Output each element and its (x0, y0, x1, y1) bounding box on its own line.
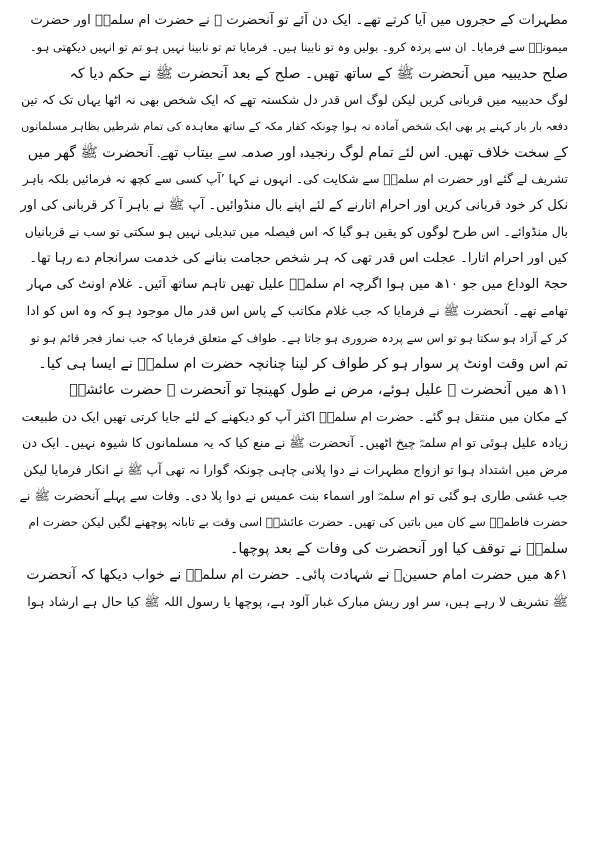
paragraph-first-line: ۱۱ھ میں آنحضرت ﷺ علیل ہوئے، مرض نے طول کھینچا تو آنحضرت ﷺ حضرت عائشہؓ (69, 382, 568, 399)
text-line: سلمہؓ نے توقف کیا اور آنحضرت کی وفات کے بعد پوچھا۔ (230, 540, 568, 557)
text-line: کے سخت خلاف تھیں۔ اس لئے تمام لوگ رنجیدہ اور صدمہ سے بیتاب تھے۔ آنحضرت ﷺ گھر میں (27, 144, 568, 161)
text-line: مرض میں اشتداد ہوا تو ازواج مطہرات نے دوا پلانی چاہی چونکہ گوارا نہ تھی آپ ﷺ نے انکار فرمایا لیکن (23, 461, 568, 477)
text-line: ﷺ تشریف لا رہے ہیں، سر اور ریش مبارک غبار آلود ہے، پوچھا یا رسول اللہ ﷺ کیا حال ہے ارشاد ہوا (27, 593, 568, 609)
text-line: جب غشی طاری ہو گئی تو ام سلمہؓ اور اسماء بنت عمیس نے دوا پلا دی۔ وفات سے پہلے آنحضرت ﷺ نے (20, 488, 568, 504)
paragraph-first-line: حجۃ الوداع میں جو ۱۰ھ میں ہوا اگرچہ ام سلمہؓ علیل تھیں تاہم ساتھ آئیں۔ غلام اونٹ کی مہار (26, 276, 568, 292)
text-line: کیں اور احرام اتارا۔ عجلت اس قدر تھی کہ ہر شخص حجامت بنانے کی خدمت سرانجام دے رہا تھا۔ (29, 250, 568, 266)
text-line: تھامے تھے۔ آنحضرت ﷺ نے فرمایا کہ جب غلام مکاتب کے پاس اس قدر مال موجود ہو کہ وہ اس کو ادا (26, 303, 568, 319)
text-line: میمونہؓ سے فرمایا۔ ان سے پردہ کرو۔ بولیں وہ تو نابینا ہیں۔ فرمایا تم تو نابینا نہیں ہو تم تو انہیں دیکھتی ہو۔ (29, 40, 568, 55)
text-line: تشریف لے گئے اور حضرت ام سلمہؓ سے شکایت کی۔ انہوں نے کہا ’آپ کسی سے کچھ نہ فرمائیں بلکہ باہر (22, 172, 568, 187)
paragraph-first-line: ۶۱ھ میں حضرت امام حسینؓ نے شہادت پائی۔ حضرت ام سلمہؓ نے خواب دیکھا کہ آنحضرت (26, 567, 568, 584)
text-line: لوگ حدیبیہ میں قربانی کریں لیکن لوگ اس قدر دل شکستہ تھے کہ ایک شخص بھی نہ اٹھا یہاں تک کہ تین (21, 92, 568, 108)
text-line: کے مکان میں منتقل ہو گئے۔ حضرت ام سلمہؓ اکثر آپ کو دیکھنے کے لئے جایا کرتی تھیں ایک دن طبیعت (21, 408, 568, 424)
urdu-text-body (20, 8, 568, 615)
text-line: زیادہ علیل ہوئی تو ام سلمہؓ چیخ اٹھیں۔ آنحضرت ﷺ نے منع کیا کہ یہ مسلمانوں کا شیوہ نہیں۔ ایک دن (22, 435, 568, 451)
text-line: نکل کر خود قربانی کریں اور احرام اتارنے کے لئے اپنے بال منڈوائیں۔ آپ ﷺ نے باہر آ کر قربانی کی اور (20, 197, 568, 213)
text-line: مطہرات کے حجروں میں آیا کرتے تھے۔ ایک دن آئے تو آنحضرت ﷺ نے حضرت ام سلمہؓ اور حضرت (30, 13, 568, 28)
text-line: کر کے آزاد ہو سکتا ہو تو اس سے پردہ ضروری ہو جاتا ہے۔ طواف کے متعلق فرمایا کہ جب نماز فجر قائم ہو تو (30, 330, 568, 345)
text-line: دفعہ بار بار کہنے پر بھی ایک شخص آمادہ نہ ہوا چونکہ کفار مکہ کے ساتھ معاہدہ کی تمام شرطیں بظاہر مسلمانوں (21, 119, 568, 133)
text-line: حضرت فاطمہؓ سے کان میں باتیں کی تھیں۔ حضرت عائشہؓ اسی وقت بے تابانہ پوچھنے لگیں لیکن حضرت ام (28, 515, 568, 530)
text-line: تم اس وقت اونٹ پر سوار ہو کر طواف کر لینا چنانچہ حضرت ام سلمہؓ نے ایسا ہی کیا۔ (38, 356, 568, 373)
text-line: بال منڈوائے۔ اس طرح لوگوں کو یقین ہو گیا کہ اس فیصلہ میں تبدیلی نہیں ہو سکتی تو سب نے قربانیاں (24, 224, 568, 240)
paragraph-first-line: صلح حدیبیہ میں آنحضرت ﷺ کے ساتھ تھیں۔ صلح کے بعد آنحضرت ﷺ نے حکم دیا کہ (69, 65, 568, 82)
